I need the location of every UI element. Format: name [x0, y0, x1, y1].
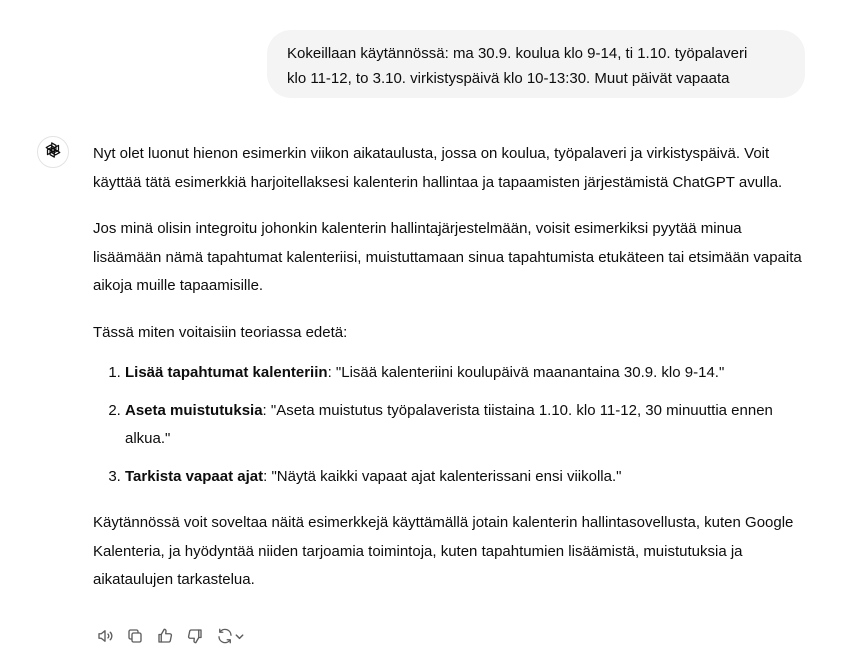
- good-response-button[interactable]: [153, 624, 177, 648]
- read-aloud-button[interactable]: [93, 624, 117, 648]
- read-aloud-icon: [96, 627, 114, 645]
- list-item: [125, 463, 813, 492]
- user-message-line: klo 11-12, to 3.10. virkistyspäivä klo 10-13:30. Muut päivät vapaata: [287, 70, 730, 87]
- bad-response-button[interactable]: [183, 624, 207, 648]
- list-item-text: : "Lisää kalenteriini koulupäivä maanantaina 30.9. klo 9-14.": [327, 364, 725, 381]
- answer-paragraph: Nyt olet luonut hienon esimerkin viikon aikataulusta, jossa on koulua, työpalaveri ja virkistyspäivä. Voit käyttää tätä esimerkkiä harjoitellaksesi kalenterin hallintaa ja tapaamisten järjestämistä ChatGPT avulla.: [93, 145, 783, 191]
- copy-icon: [126, 627, 144, 645]
- chevron-down-icon: [234, 631, 245, 642]
- answer-paragraph: Jos minä olisin integroitu johonkin kalenterin hallintajärjestelmään, voisit esimerkiksi pyytää minua lisäämään nämä tapahtumat kalenteriisi, muistuttamaan sinua tapahtumista etukäteen tai etsimään vapaita aikoja muille tapaamisille.: [93, 220, 802, 294]
- list-item-title: Lisää tapahtumat kalenteriin: [125, 364, 328, 381]
- message-actions: [93, 624, 247, 648]
- list-item-text: : "Aseta muistutus työpalaverista tiistaina 1.10. klo 11-12, 30 minuuttia ennen alkua.": [125, 401, 773, 447]
- list-item-text: : "Näytä kaikki vapaat ajat kalenterissani ensi viikolla.": [263, 467, 622, 485]
- list-item-title: Tarkista vapaat ajat: [125, 467, 264, 485]
- user-message-line: Kokeillaan käytännössä: ma 30.9. koulua klo 9-14, ti 1.10. työpalaveri: [287, 45, 748, 62]
- assistant-avatar: [37, 136, 69, 168]
- answer-paragraph: Käytännössä voit soveltaa näitä esimerkkejä käyttämällä jotain kalenterin hallintasovellusta, kuten Google Kalenteria, ja hyödyntää niiden tarjoamia toimintoja, kuten tapahtumien lisäämistä, muistutuksia ja aikataulujen tarkastelua.: [93, 514, 794, 588]
- thumbs-down-icon: [186, 627, 204, 645]
- copy-button[interactable]: [123, 624, 147, 648]
- answer-paragraph: Tässä miten voitaisiin teoriassa edetä:: [93, 323, 348, 341]
- user-message-bubble: [267, 30, 805, 98]
- steps-list: [93, 359, 813, 491]
- assistant-message: [93, 140, 813, 595]
- list-item: [125, 359, 813, 388]
- thumbs-up-icon: [156, 627, 174, 645]
- regenerate-icon: [216, 627, 234, 645]
- openai-logo-icon: [43, 140, 63, 165]
- list-item: [125, 397, 813, 454]
- list-item-title: Aseta muistutuksia: [125, 401, 263, 419]
- regenerate-button[interactable]: [213, 624, 247, 648]
